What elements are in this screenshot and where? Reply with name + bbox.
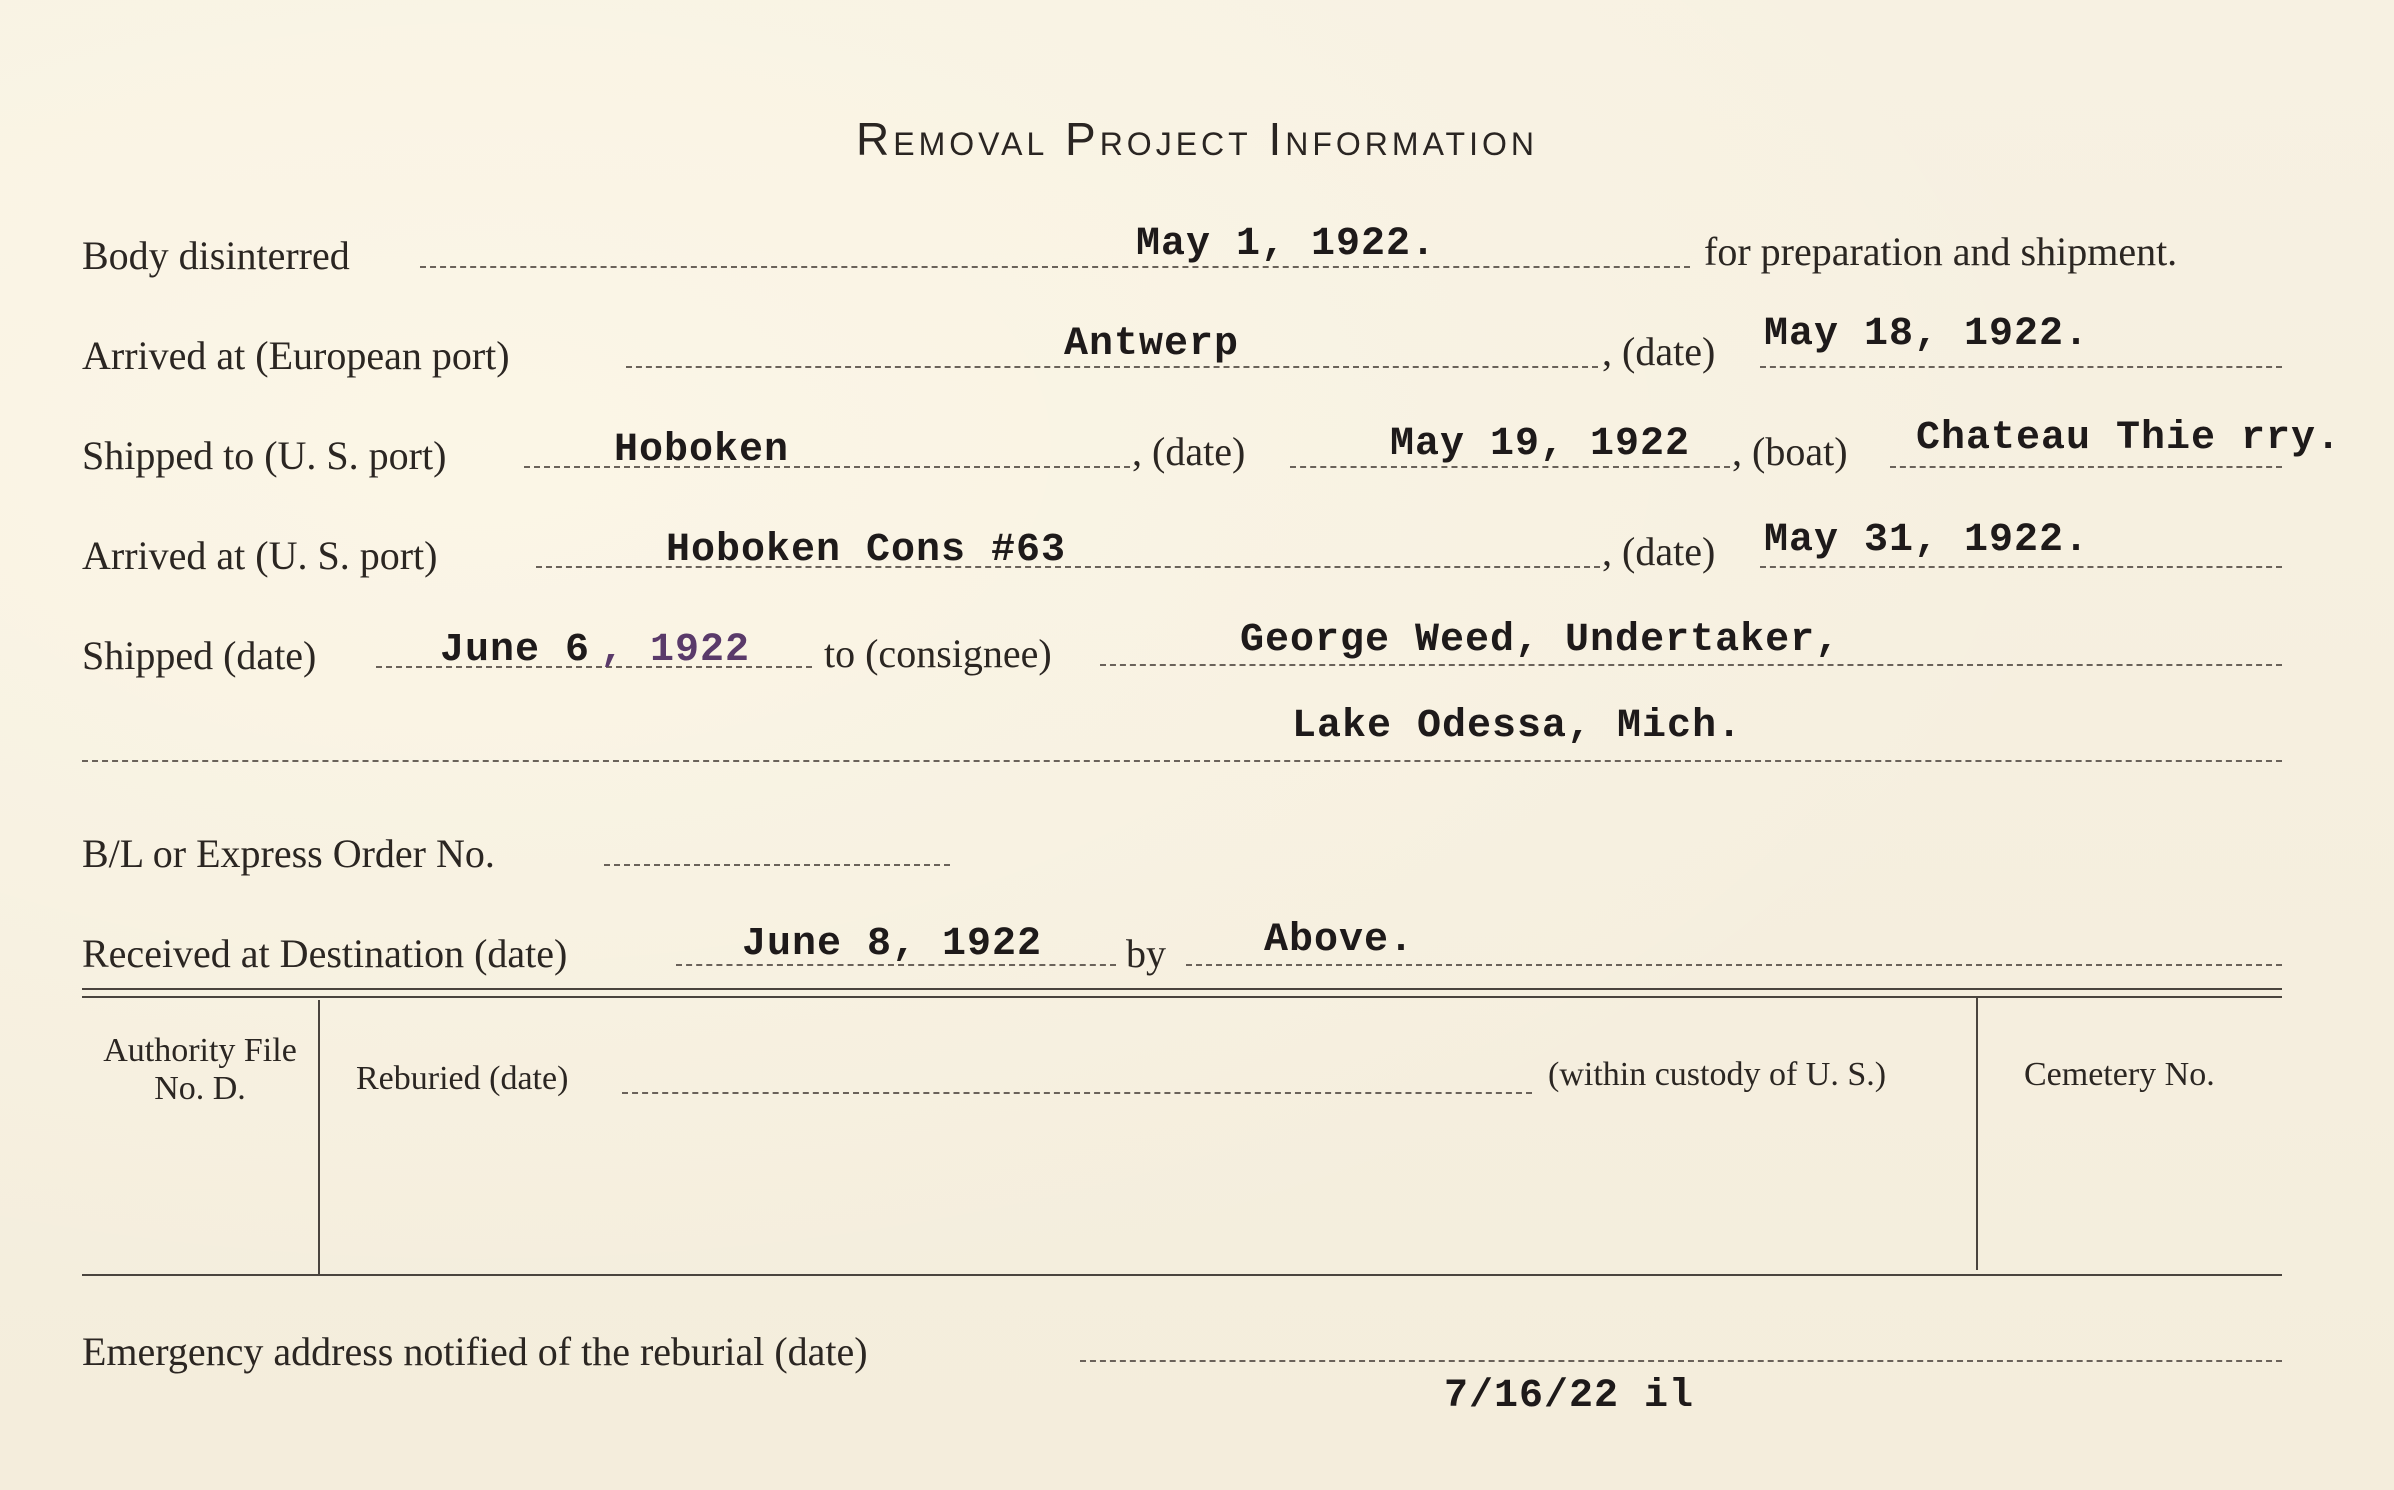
arrived-eu-label: Arrived at (European port) bbox=[82, 333, 510, 378]
reburied-label: Reburied (date) bbox=[356, 1060, 569, 1097]
received-label: Received at Destination (date) bbox=[82, 931, 568, 976]
emergency-line bbox=[1080, 1360, 2282, 1362]
received-by-line bbox=[1186, 964, 2282, 966]
shipped-consignee-line bbox=[1100, 664, 2282, 666]
received-by: Above. bbox=[1264, 918, 1415, 963]
shipped-label: Shipped (date) bbox=[82, 633, 317, 678]
table-top-rule bbox=[82, 988, 2282, 990]
received-by-label: by bbox=[1126, 931, 1166, 976]
arrived-eu-date: May 18, 1922. bbox=[1764, 312, 2090, 357]
shipped-date-part1: June 6 bbox=[440, 628, 591, 673]
table-col-divider-1 bbox=[318, 1000, 320, 1274]
shipped-consignee: George Weed, Undertaker, bbox=[1240, 618, 1841, 663]
table-bottom-rule bbox=[82, 1274, 2282, 1276]
shipped-date-part2: , 1922 bbox=[600, 628, 751, 673]
shipped-us-boat: Chateau Thie rry. bbox=[1916, 416, 2342, 461]
bl-line bbox=[604, 864, 950, 866]
emergency-label: Emergency address notified of the reburial (date) bbox=[82, 1329, 868, 1374]
disinterred-line bbox=[420, 266, 1690, 268]
arrived-us-date: May 31, 1922. bbox=[1764, 518, 2090, 563]
emergency-date: 7/16/22 il bbox=[1444, 1374, 1695, 1419]
shipped-consignee-label: to (consignee) bbox=[824, 631, 1052, 676]
table-top-rule-2 bbox=[82, 996, 2282, 998]
page-title: Removal Project Information bbox=[856, 113, 1538, 165]
shipped-us-port: Hoboken bbox=[614, 428, 790, 473]
cemetery-no-label: Cemetery No. bbox=[2024, 1056, 2215, 1093]
disinterred-label: Body disinterred bbox=[82, 233, 350, 278]
arrived-us-date-line bbox=[1760, 566, 2282, 568]
arrived-eu-port: Antwerp bbox=[1064, 322, 1240, 367]
arrived-eu-date-label: , (date) bbox=[1602, 329, 1716, 374]
received-date: June 8, 1922 bbox=[742, 922, 1043, 967]
disinterred-suffix: for preparation and shipment. bbox=[1704, 229, 2178, 274]
reburied-line bbox=[622, 1092, 1532, 1094]
shipped-us-boat-label: , (boat) bbox=[1732, 429, 1848, 474]
consignee-second-line bbox=[82, 760, 2282, 762]
arrived-us-port: Hoboken Cons #63 bbox=[666, 528, 1067, 573]
arrived-eu-date-line bbox=[1760, 366, 2282, 368]
arrived-us-label: Arrived at (U. S. port) bbox=[82, 533, 438, 578]
bl-label: B/L or Express Order No. bbox=[82, 831, 495, 876]
shipped-us-date-label: , (date) bbox=[1132, 429, 1246, 474]
shipped-us-label: Shipped to (U. S. port) bbox=[82, 433, 447, 478]
arrived-us-date-label: , (date) bbox=[1602, 529, 1716, 574]
custody-label: (within custody of U. S.) bbox=[1548, 1056, 1887, 1093]
shipped-us-boat-line bbox=[1890, 466, 2282, 468]
shipped-us-date: May 19, 1922 bbox=[1390, 422, 1691, 467]
disinterred-value: May 1, 1922. bbox=[1136, 222, 1437, 267]
authority-file-label: Authority File No. D. bbox=[103, 1032, 297, 1107]
shipped-consignee-line2: Lake Odessa, Mich. bbox=[1292, 704, 1743, 749]
table-col-divider-2 bbox=[1976, 996, 1978, 1270]
